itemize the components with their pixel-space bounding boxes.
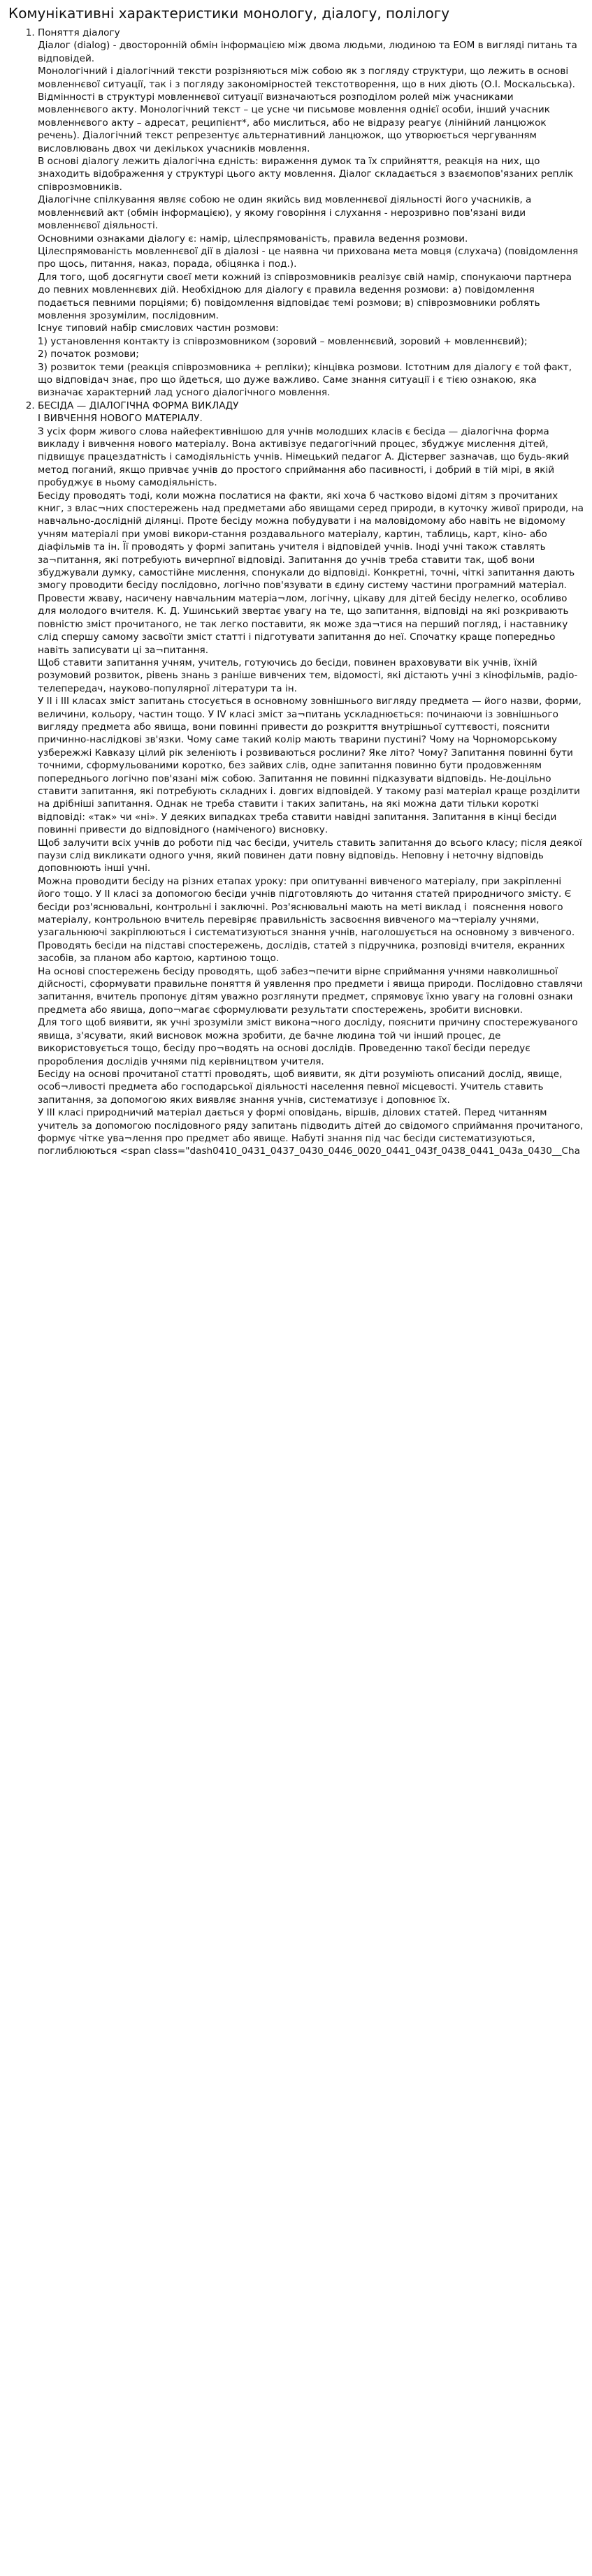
paragraph: Бесіду на основі прочитаної статті проводять, щоб виявити, як діти розуміють описаний дослід, явище, особ¬ливості предмета або господарської діяльності населення певної місцевості. Учитель ставить запитання, за допомогою яких виявляє знання учнів, систематизує і доповнює їх.	[38, 1068, 565, 1106]
paragraph: Діалогічне спілкування являє собою не один якийсь вид мовленнєвої діяльності його учасників, а мовленнєвий акт (обмін інформацією), у якому говоріння і слухання - нерозривно пов'язані види мовленнєвої діяльності.	[38, 194, 535, 232]
paragraph: Для того, щоб досягнути своєї мети кожний із співрозмовників реалізує свій намір, спонукаючи партнера до певних мовленнєвих дій. Необхідною для діалогу є правила ведення розмови: а) повідомлення подається певними порціями; б) повідомлення відповідає темі розмови; в) співрозмовники роблять мовлення зрозумілим, послідовним.	[38, 271, 575, 321]
paragraph: Можна проводити бесіду на різних етапах уроку: при опитуванні вивченого матеріалу, при закріпленні його тощо. У ІІ класі за допомогою бесіди учнів підготовляють до читання статей природничого змісту. Є бесіди роз'яснювальні, контрольні і заключні. Роз'яснювальні мають на меті виклад і пояснення нового матеріалу, контрольною вчитель перевіряє правильність засвоєння вивченого ма¬теріалу учнями, узагальнюючі закріплюються і систематизуються знання учнів, наголошується на основному з вивченого.	[38, 875, 575, 939]
paragraph: У ІІ і ІІІ класах зміст запитань стосується в основному зовнішнього вигляду предмета — його назви, форми, величини, кольору, частин тощо. У ІV класі зміст за¬питань ускладнюється: починаючи із зовнішнього вигляду предмета або явища, вони повинні привести до розкриття внутрішньої суттєвості, пояснити причинно-наслідкові зв'язки. Чому саме такий колір мають тварини пустині? Чому на Чорноморському узбережжі Кавказу цілий рік зеленіють і розвиваються рослини? Яке літо? Чому? Запитання повинні бути точними, сформульованими коротко, без зайвих слів, одне запитання повинно бути продовженням попереднього логічно пов'язані між собою. Запитання не повинні підказувати відповідь. Не-доцільно ставити запитання, які потребують складних і. довгих відповідей. У такому разі матеріал краще розділити на дрібніші запитання. Однак не треба ставити і таких запитань, на які можна дати тільки короткі відповіді: «так» чи «ні». У деяких випадках треба ставити навідні запитання. Запитання в кінці бесіди повинні привести до відповідного (наміченого) висновку.	[38, 696, 585, 836]
paragraph: 1) установлення контакту із співрозмовником (зоровий – мовленнєвий, зоровий + мовленнєвий);	[38, 335, 528, 347]
paragraph: Основними ознаками діалогу є: намір, цілеспрямованість, правила ведення розмови.	[38, 233, 468, 244]
paragraph: Існує типовий набір смислових частин розмови:	[38, 323, 279, 335]
paragraph: На основі спостережень бесіду проводять, щоб забез¬печити вірне сприймання учнями навколишньої дійсності, сформувати правильне поняття й уявлення про предмети і явища природи. Послідовно ставлячи запитання, вчитель пропонує дітям уважно розглянути предмет, спрямовує їхню увагу на головні ознаки предмета або явища, допо¬магає сформулювати результати спостережень, зробити висновки.	[38, 965, 586, 1016]
paragraph: З усіх форм живого слова найефективнішою для учнів молодших класів є бесіда — діалогічна форма викладу і вивчення нового матеріалу. Вона активізує педагогічний процес, збуджує мислення дітей, підвищує працездатність і самодіяльність учнів. Німецький педагог А. Дістервег зазначав, що будь-який метод поганий, якщо привчає учнів до простого сприймання або пасивності, і добрий в тій мірі, в якій пробуджує в ньому самодіяльність.	[38, 425, 572, 489]
section-dialogue-concept	[38, 27, 585, 400]
section-conversation	[38, 400, 585, 1158]
paragraph: Щоб ставити запитання учням, учитель, готуючись до бесіди, повинен враховувати вік учнів, їхній розумовий розвиток, рівень знань з раніше вивчених тем, відомості, які дістають учні з кінофільмів, радіо-телепередач, науково-популярної літератури та ін.	[38, 657, 578, 694]
paragraph: У ІІІ класі природничий матеріал дається у формі оповідань, віршів, ділових статей. Перед читанням учитель за допомогою послідовного ряду запитань підводить дітей до свідомого сприймання прочитаного, формує чітке ува¬лення про предмет або явище. Набуті знання під час бесіди систематизуються, поглиблюються <span class="dash0410_0431_0437_0430_0446_0020_0441_043f_0438_0441_043a_0430__Cha	[38, 1107, 586, 1157]
page-title: Комунікативні характеристики монологу, діалогу, полілогу	[8, 5, 450, 22]
section-heading: 1. Поняття діалогу	[38, 27, 120, 38]
document-page	[0, 0, 592, 1165]
paragraph: Щоб залучити всіх учнів до роботи під час бесіди, учитель ставить запитання до всього класу; після деякої паузи слід викликати одного учня, який повинен дати повну відповідь. Неповну і неточну відповідь доповнюють інші учні.	[38, 837, 586, 874]
paragraph: Діалог (dialog) - двосторонній обмін інформацією між двома людьми, людиною та ЕОМ в вигляді питань та відповідей.	[38, 40, 581, 64]
paragraph: Проводять бесіди на підставі спостережень, дослідів, статей з підручника, розповіді вчителя, екранних засобів, за планом або картою, картиною тощо.	[38, 939, 568, 965]
paragraph: Цілеспрямованість мовленнєвої дії в діалозі - це наявна чи прихована мета мовця (слухача) (повідомлення про щось, питання, наказ, порада, обіцянка і под.).	[38, 245, 582, 270]
section-heading: 2. БЕСІДА — ДІАЛОГІЧНА ФОРМА ВИКЛАДУ	[38, 400, 239, 411]
paragraph: В основі діалогу лежить діалогічна єдність: вираження думок та їх сприйняття, реакція на них, що знаходить відображення у структурі цього акту мовлення. Діалог складається з взаємопов'язаних реплік співрозмовників.	[38, 156, 577, 193]
paragraph: Бесіду проводять тоді, коли можна послатися на факти, які хоча б частково відомі дітям з прочитаних книг, з влас¬них спостережень над предметами або явищами серед природи, в куточку живої природи, на навчально-дослідній ділянці. Проте бесіду можна побудувати і на маловідомому або навіть не відомому учням матеріалі при умові викори-стання роздавального матеріалу, картин, таблиць, карт, кіно- або діафільмів та ін. Її проводять у формі запитань учителя і відповідей учнів. Іноді учні також ставлять за¬питання, які потребують вичерпної відповіді. Запитання до учнів треба ставити так, щоб вони збуджували думку, самостійне мислення, спонукали до відповіді. Конкретні, точні, чіткі запитання дають змогу проводити бесіду послідовно, логічно пов'язувати в єдину систему частини програмний матеріал. Провести жваву, насичену навчальним матеріа¬лом, логічну, цікаву для дітей бесіду нелегко, особливо для молодого вчителя. К. Д. Ушинський звертає увагу на те, що запитання, відповіді на які розкривають повністю зміст прочитаного, не так легко поставити, як може зда¬тися на перший погляд, і наставнику слід спершу самому засвоїти зміст статті і підготувати запитання до неї. Спочатку краще попередньо навіть записувати ці за¬питання.	[38, 490, 587, 656]
paragraph: 3) розвиток теми (реакція співрозмовника + репліки); кінцівка розмови. Істотним для діалогу є той факт, що відповідач знає, про що йдеться, що дуже важливо. Саме знання ситуації і є тією ознакою, яка визначає характерний лад усного діалогічного мовлення.	[38, 361, 575, 399]
paragraph: Монологічний і діалогічний тексти розрізняються між собою як з погляду структури, що лежить в основі мовленнєвої ситуації, так і з погляду закономірностей текстотворення, що в них діють (О.І. Москальська). Відмінності в структурі мовленнєвої ситуації визначаються розподілом ролей між учасниками мовленнєвого акту. Монологічний текст – це усне чи письмове мовлення однієї особи, інший учасник мовленнєвого акту – адресат, реципієнт*, або мислиться, або не відразу реагує (лінійний ланцюжок речень). Діалогічний текст репрезентує альтернативний ланцюжок, що утворюється чергуванням висловлювань двох чи декількох учасників мовлення.	[38, 66, 579, 154]
paragraph: І ВИВЧЕННЯ НОВОГО МАТЕРІАЛУ.	[38, 413, 203, 425]
paragraph: 2) початок розмови;	[38, 349, 139, 360]
section-list	[7, 27, 585, 1158]
paragraph: Для того щоб виявити, як учні зрозуміли зміст викона¬ного досліду, пояснити причину спостережуваного явища, з'ясувати, який висновок можна зробити, де бачне людина той чи інший процес, де використовується тощо, бесіду про¬водять на основі дослідів. Проведенню такої бесіди передує проробления дослідів учнями під керівництвом учителя.	[38, 1017, 581, 1067]
